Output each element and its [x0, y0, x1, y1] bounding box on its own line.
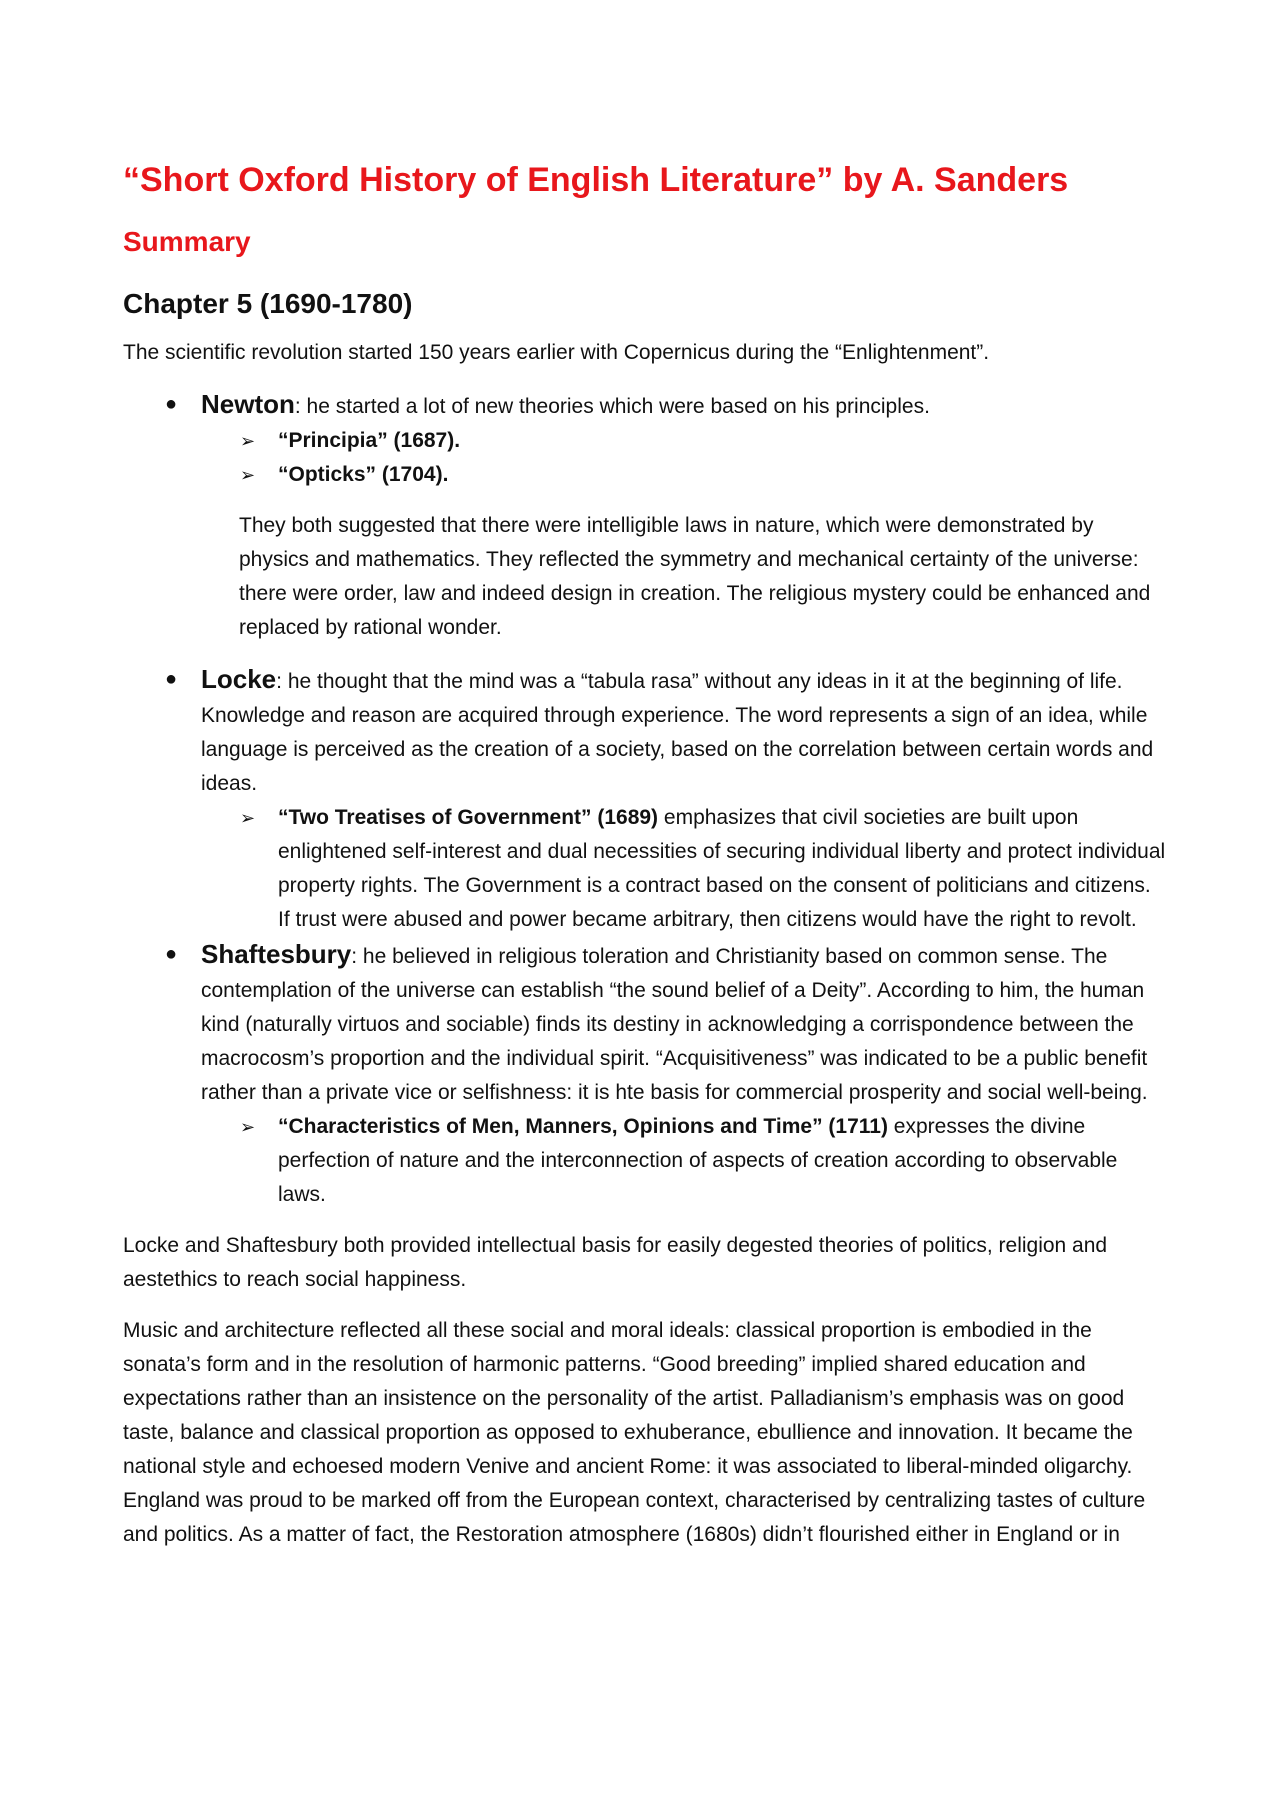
work-title: “Principia” (1687). [278, 429, 461, 452]
arrow-bullet-icon: ➢ [240, 808, 256, 828]
bullet-name: Locke [201, 664, 277, 694]
document-page [123, 150, 1168, 1552]
paragraph-music-architecture: Music and architecture reflected all these social and moral ideals: classical proportion is embodied in the sonata’s form and in the resolution of harmonic patterns. “Good breeding” implied shared education and expectations rather than an insistence on the personality of the artist. Palladianism’s emphasis was on good taste, balance and classical proportion as opposed to exhuberance, ebullience and innovation. It became the national style and echoesed modern Venive and ancient Rome: it was associated to liberal-minded oligarchy. England was proud to be marked off from the European context, characterised by centralizing tastes of culture and politics. As a matter of fact, the Restoration atmosphere (1680s) didn’t flourished either in England or in [123, 1319, 1146, 1546]
work-description: emphasizes that civil societies are built upon enlightened self-interest and dual necessities of securing individual liberty and protect individual property rights. The Government is a contract based on the consent of politicians and citizens. If trust were abused and power became arbitrary, then citizens would have the right to revolt. [278, 806, 1166, 931]
sub-item-principia [123, 424, 1168, 458]
bullet-text: : he thought that the mind was a “tabula rasa” without any ideas in it at the beginning of life. Knowledge and reason are acquired through experience. The word represents a sign of an idea, while language is perceived as the creation of a society, based on the correlation between certain words and ideas. [201, 670, 1154, 795]
sub-item-two-treatises [123, 801, 1168, 937]
bullet-dot-icon: ● [165, 393, 178, 415]
bullet-name: Newton [201, 389, 295, 419]
bullet-dot-icon: ● [165, 943, 178, 965]
bullet-shaftesbury [123, 937, 1168, 1110]
newton-paragraph: They both suggested that there were intelligible laws in nature, which were demonstrated by physics and mathematics. They reflected the symmetry and mechanical certainty of the universe: there were order, law and indeed design in creation. The religious mystery could be enhanced and replaced by rational wonder. [239, 514, 1151, 639]
bullet-dot-icon: ● [165, 668, 178, 690]
bullet-text: : he started a lot of new theories which were based on his principles. [294, 395, 930, 418]
work-description: expresses the divine perfection of nature and the interconnection of aspects of creation according to observable laws. [278, 1115, 1118, 1206]
summary-heading: Summary [123, 226, 251, 257]
sub-item-opticks [123, 458, 1168, 492]
arrow-bullet-icon: ➢ [240, 1117, 256, 1137]
work-title: “Characteristics of Men, Manners, Opinions and Time” (1711) [278, 1115, 888, 1138]
arrow-bullet-icon: ➢ [240, 465, 256, 485]
chapter-heading: Chapter 5 (1690-1780) [123, 288, 413, 319]
intro-paragraph: The scientific revolution started 150 years earlier with Copernicus during the “Enlightenment”. [123, 341, 990, 364]
bullet-text: : he believed in religious toleration and Christianity based on common sense. The contemplation of the universe can establish “the sound belief of a Deity”. According to him, the human kind (naturally virtuos and sociable) finds its destiny in acknowledging a corrispondence between the macrocosm’s proportion and the individual spirit. “Acquisitiveness” was indicated to be a public benefit rather than a private vice or selfishness: it is hte basis for commercial prosperity and social well-being. [201, 945, 1148, 1104]
bullet-newton [123, 387, 1168, 424]
sub-item-characteristics [123, 1110, 1168, 1212]
work-title: “Opticks” (1704). [278, 463, 449, 486]
bullet-locke [123, 662, 1168, 801]
work-title: “Two Treatises of Government” (1689) [278, 806, 659, 829]
document-title: “Short Oxford History of English Literature” by A. Sanders [123, 161, 1069, 199]
bullet-name: Shaftesbury [201, 939, 352, 969]
arrow-bullet-icon: ➢ [240, 431, 256, 451]
paragraph-locke-shaftesbury: Locke and Shaftesbury both provided intellectual basis for easily degested theories of politics, religion and aestethics to reach social happiness. [123, 1234, 1108, 1291]
